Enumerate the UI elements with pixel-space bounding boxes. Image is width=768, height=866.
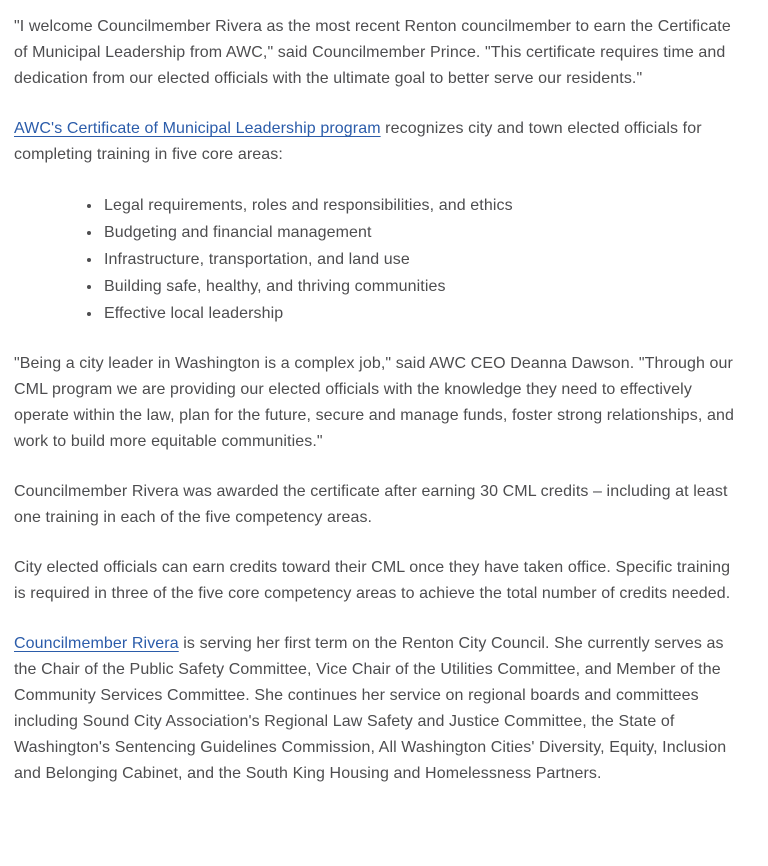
- paragraph-prince-quote: "I welcome Councilmember Rivera as the most recent Renton councilmember to earn the Certificate of Municipal Leadership from AWC," said Councilmember Prince. "This certificate requires time and dedication from our elected officials with the ultimate goal to better serve our residents.": [14, 18, 731, 87]
- paragraph-credit-rules: City elected officials can earn credits toward their CML once they have taken office. Specific training is required in three of the five core competency areas to achieve the total number of credits needed.: [14, 559, 731, 602]
- paragraph-dawson-quote: "Being a city leader in Washington is a complex job," said AWC CEO Deanna Dawson. "Through our CML program we are providing our elected officials with the knowledge they need to effectively operate within the law, plan for the future, secure and manage funds, foster strong relationships, and work to build more equitable communities.": [14, 355, 734, 450]
- paragraph-rivera-bio-text: is serving her first term on the Renton City Council. She currently serves as the Chair of the Public Safety Committee, Vice Chair of the Utilities Committee, and Member of the Community Services Committee. She continues her service on regional boards and committees including Sound City Association's Regional Law Safety and Justice Committee, the State of Washington's Sentencing Guidelines Commission, All Washington Cities' Diversity, Equity, Inclusion and Belonging Cabinet, and the South King Housing and Homelessness Partners.: [14, 635, 727, 782]
- core-area-item: • Legal requirements, roles and responsibilities, and ethics: [102, 192, 744, 219]
- paragraph-rivera-bio: [14, 631, 744, 787]
- core-area-item: • Building safe, healthy, and thriving communities: [102, 273, 744, 300]
- paragraph-credits-awarded: Councilmember Rivera was awarded the certificate after earning 30 CML credits – including at least one training in each of the five competency areas.: [14, 483, 728, 526]
- core-area-item: • Effective local leadership: [102, 300, 744, 327]
- core-area-item: • Infrastructure, transportation, and land use: [102, 246, 744, 273]
- paragraph-program-intro: [14, 116, 744, 168]
- core-areas-list: [14, 192, 744, 327]
- core-area-item: • Budgeting and financial management: [102, 219, 744, 246]
- paragraph-program-intro-text: recognizes city and town elected officials for completing training in five core areas:: [14, 120, 702, 163]
- councilmember-rivera-link[interactable]: Councilmember Rivera: [14, 635, 179, 652]
- awc-cml-program-link[interactable]: AWC's Certificate of Municipal Leadership program: [14, 120, 381, 137]
